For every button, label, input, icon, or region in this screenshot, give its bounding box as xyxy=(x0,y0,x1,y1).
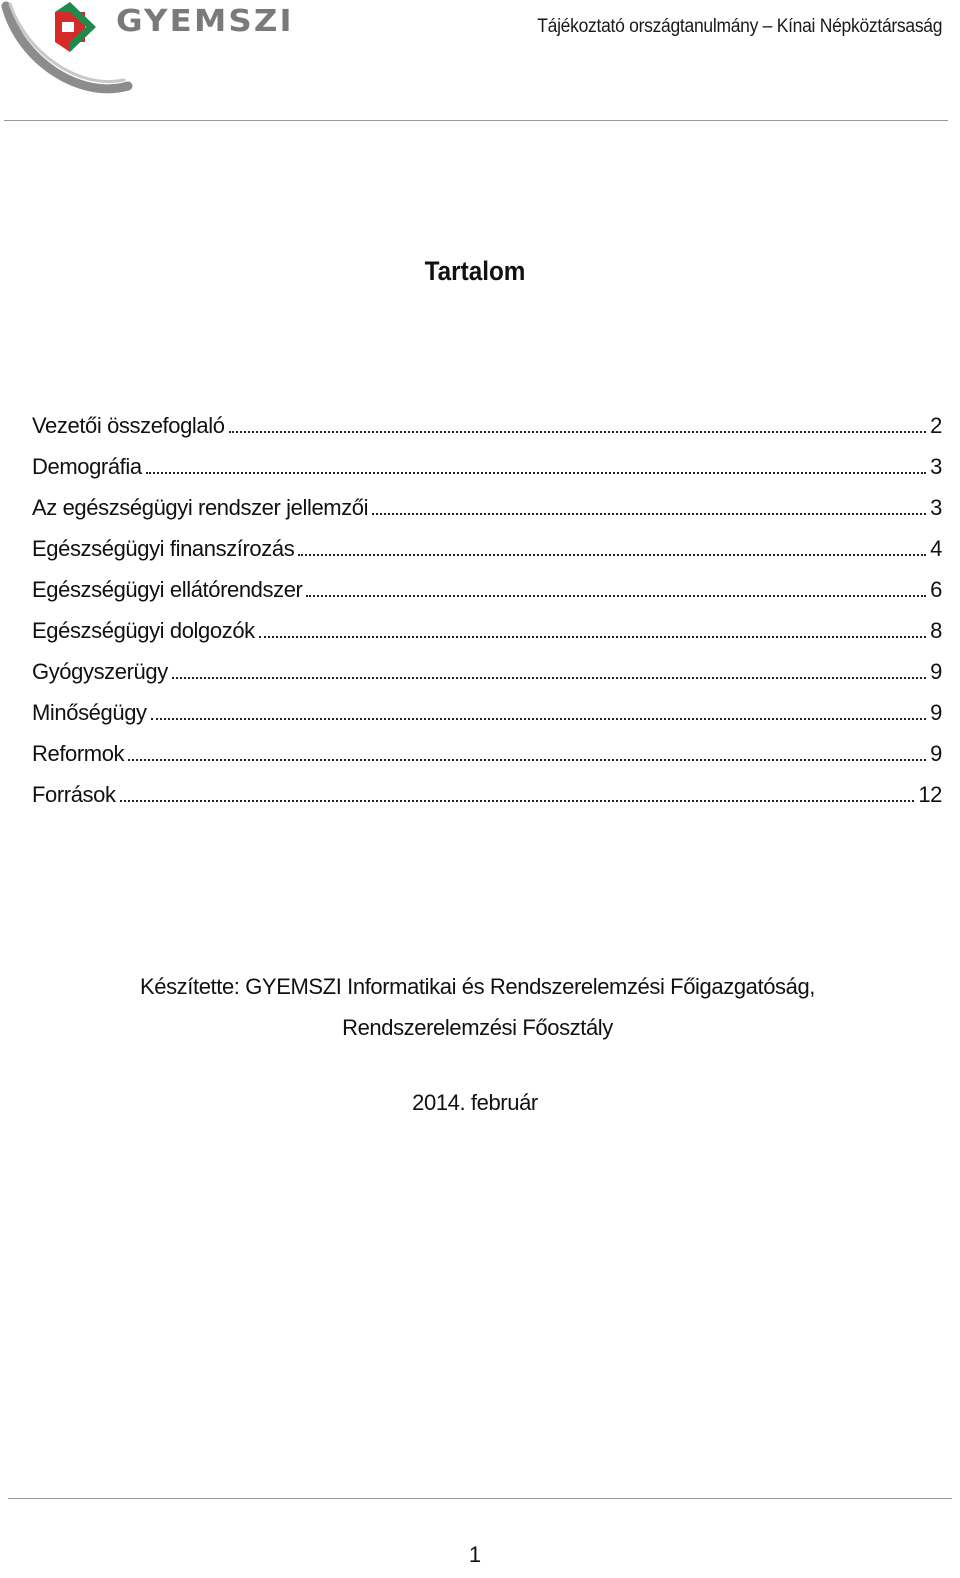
toc-entry-label: Reformok xyxy=(32,741,125,766)
toc-entry[interactable] xyxy=(32,685,942,726)
credits-line-2: Rendszerelemzési Főosztály xyxy=(342,1015,613,1040)
header-divider xyxy=(4,120,948,121)
toc-dot-leader xyxy=(229,431,927,433)
toc-dot-leader xyxy=(372,513,926,515)
logo-wordmark: GYEMSZI xyxy=(116,4,294,39)
footer-divider xyxy=(8,1498,952,1499)
toc-dot-leader xyxy=(146,472,926,474)
document-header-title: Tájékoztató országtanulmány – Kínai Népköztársaság xyxy=(537,16,942,37)
toc-entry-label: Gyógyszerügy xyxy=(32,659,168,684)
toc-title: Tartalom xyxy=(424,256,526,286)
toc-entry-page: 3 xyxy=(930,495,942,520)
toc-entry-label: Vezetői összefoglaló xyxy=(32,413,225,438)
toc-entry-page: 6 xyxy=(930,577,942,602)
toc-entry-label: Minőségügy xyxy=(32,700,147,725)
toc-entry[interactable] xyxy=(32,562,942,603)
toc-dot-leader xyxy=(306,595,926,597)
toc-entry[interactable] xyxy=(32,767,942,808)
toc-entry[interactable] xyxy=(32,398,942,439)
toc-entry-page: 8 xyxy=(930,618,942,643)
toc-dot-leader xyxy=(128,759,926,761)
toc-dot-leader xyxy=(172,677,926,679)
toc-entry[interactable] xyxy=(32,480,942,521)
toc-entry[interactable] xyxy=(32,644,942,685)
toc-entry-label: Demográfia xyxy=(32,454,142,479)
toc-entry-page: 2 xyxy=(930,413,942,438)
toc-dot-leader xyxy=(151,718,927,720)
toc-dot-leader xyxy=(120,800,915,802)
toc-entry-label: Az egészségügyi rendszer jellemzői xyxy=(32,495,369,520)
toc-entry-label: Egészségügyi ellátórendszer xyxy=(32,577,303,602)
toc-entry-label: Források xyxy=(32,782,116,807)
toc-entry-page: 4 xyxy=(930,536,942,561)
toc-entry-label: Egészségügyi finanszírozás xyxy=(32,536,295,561)
toc-entry-page: 3 xyxy=(930,454,942,479)
toc-entry-page: 9 xyxy=(930,741,942,766)
page-header xyxy=(0,0,960,122)
toc-entry-page: 9 xyxy=(930,659,942,684)
toc-entry[interactable] xyxy=(32,726,942,767)
toc-entry-label: Egészségügyi dolgozók xyxy=(32,618,255,643)
toc-entry[interactable] xyxy=(32,439,942,480)
toc-entry[interactable] xyxy=(32,521,942,562)
credits-line-1: Készítette: GYEMSZI Informatikai és Rendszerelemzési Főigazgatóság, xyxy=(139,974,816,999)
toc-dot-leader xyxy=(259,636,926,638)
toc-dot-leader xyxy=(298,554,926,556)
publication-date: 2014. február xyxy=(412,1090,538,1115)
table-of-contents xyxy=(32,398,942,808)
toc-entry[interactable] xyxy=(32,603,942,644)
toc-entry-page: 12 xyxy=(918,782,942,807)
toc-entry-page: 9 xyxy=(930,700,942,725)
gyemszi-logo xyxy=(0,0,300,100)
author-credits xyxy=(0,966,955,1048)
page-number: 1 xyxy=(468,1542,482,1567)
